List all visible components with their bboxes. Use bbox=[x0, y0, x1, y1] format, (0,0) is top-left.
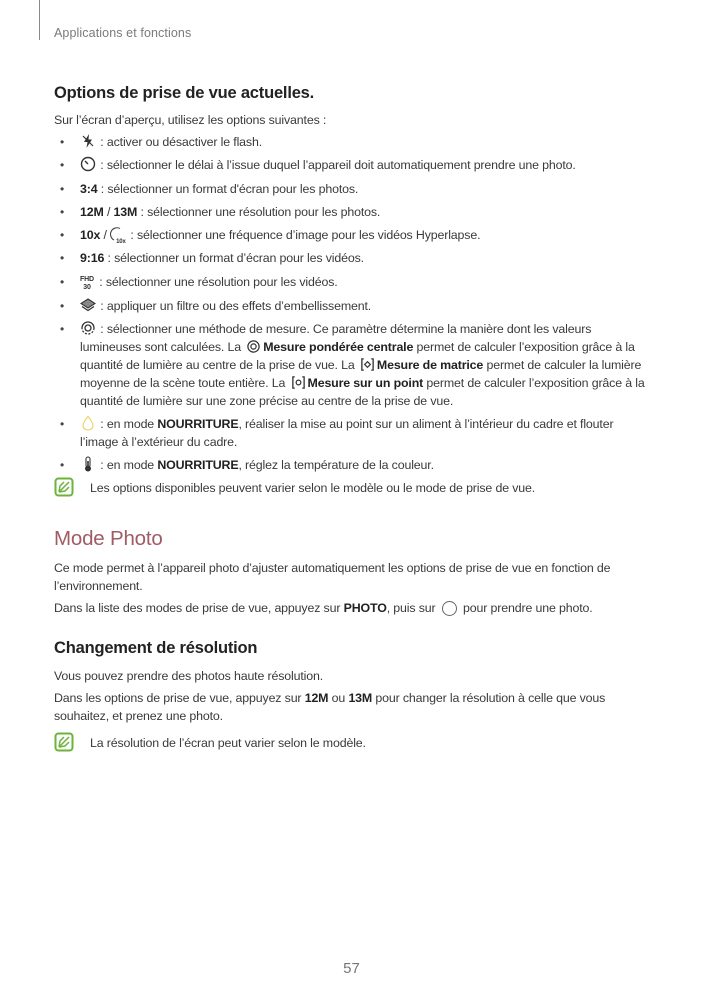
list-item-video-resolution: • FHD 30 : sélectionner une résolution pour les vidéos. bbox=[60, 274, 338, 291]
note-resolution: La résolution de l’écran peut varier selon le modèle. bbox=[54, 734, 654, 752]
bullet: • bbox=[60, 135, 65, 149]
metering-icon bbox=[80, 320, 96, 336]
options-list bbox=[54, 133, 654, 474]
thermometer-icon bbox=[80, 456, 96, 472]
filter-icon bbox=[80, 297, 96, 313]
resolution-paragraph-2: Dans les options de prise de vue, appuyez sur 12M ou 13M pour changer la résolution à celle que vous souhaitez, et prenez une photo. bbox=[54, 690, 606, 723]
list-item-metering: • : sélectionner une méthode de mesure. Ce paramètre détermine la manière dont les valeurs lumineuses sont calculées. La Mesure pondérée centrale permet de calculer l’exposition grâce à la quantité de lumière au centre de la prise de vue. La Mesure de matrice permet de calculer la lumière moyenne de la scène toute entière. La Mesure sur un point permet de calculer l’exposition grâce à la quantité de lumière sur une zone précise au centre de la prise de vue. bbox=[60, 321, 645, 408]
page-content bbox=[54, 84, 654, 752]
food-focus-icon bbox=[80, 415, 96, 431]
list-item-filter: • : appliquer un filtre ou des effets d’embellissement. bbox=[60, 298, 372, 313]
list-item-flash: • : activer ou désactiver le flash. bbox=[60, 135, 263, 149]
matrix-icon bbox=[360, 357, 375, 372]
hyperlapse-icon: 10x bbox=[110, 226, 126, 242]
note-icon bbox=[54, 732, 74, 752]
note-options: Les options disponibles peuvent varier selon le modèle ou le mode de prise de vue. bbox=[54, 479, 654, 497]
photo-mode-paragraph-2: Dans la liste des modes de prise de vue, appuyez sur PHOTO, puis sur pour prendre une photo. bbox=[54, 600, 593, 615]
resolution-paragraph-1: Vous pouvez prendre des photos haute résolution. bbox=[54, 668, 324, 683]
flash-icon bbox=[80, 133, 96, 149]
list-item-hyperlapse: • 10x / 10x : sélectionner une fréquence d’image pour les vidéos Hyperlapse. bbox=[60, 228, 481, 246]
list-item-ratio-3-4: • 3:4 : sélectionner un format d'écran pour les photos. bbox=[60, 181, 359, 196]
note-icon bbox=[54, 477, 74, 497]
photo-mode-paragraph-1: Ce mode permet à l’appareil photo d’ajuster automatiquement les options de prise de vue en fonction de l’environnement. bbox=[54, 560, 611, 593]
list-item-timer: • : sélectionner le délai à l’issue duquel l’appareil doit automatiquement prendre une photo. bbox=[60, 158, 576, 173]
center-weighted-icon bbox=[246, 339, 261, 354]
section-title-options: Options de prise de vue actuelles. bbox=[54, 84, 315, 102]
chapter-title-photo-mode: Mode Photo bbox=[54, 526, 163, 550]
spot-icon bbox=[291, 375, 306, 390]
video-resolution-icon: FHD 30 bbox=[80, 276, 94, 291]
options-intro: Sur l’écran d’aperçu, utilisez les options suivantes : bbox=[54, 113, 327, 127]
page-number: 57 bbox=[343, 960, 360, 977]
shutter-icon bbox=[442, 601, 457, 616]
section-title-resolution: Changement de résolution bbox=[54, 638, 258, 657]
timer-icon bbox=[80, 156, 96, 172]
list-item-food-focus: • : en mode NOURRITURE, réaliser la mise au point sur un aliment à l’intérieur du cadre et flouter l’image à l’extérieur du cadre. bbox=[60, 417, 614, 450]
running-head: Applications et fonctions bbox=[54, 26, 192, 40]
list-item-ratio-9-16: • 9:16 : sélectionner un format d’écran pour les vidéos. bbox=[60, 251, 364, 266]
list-item-photo-resolution: • 12M / 13M : sélectionner une résolution pour les photos. bbox=[60, 204, 381, 219]
list-item-color-temperature: • : en mode NOURRITURE, réglez la température de la couleur. bbox=[60, 458, 434, 473]
header-rule bbox=[39, 0, 40, 40]
